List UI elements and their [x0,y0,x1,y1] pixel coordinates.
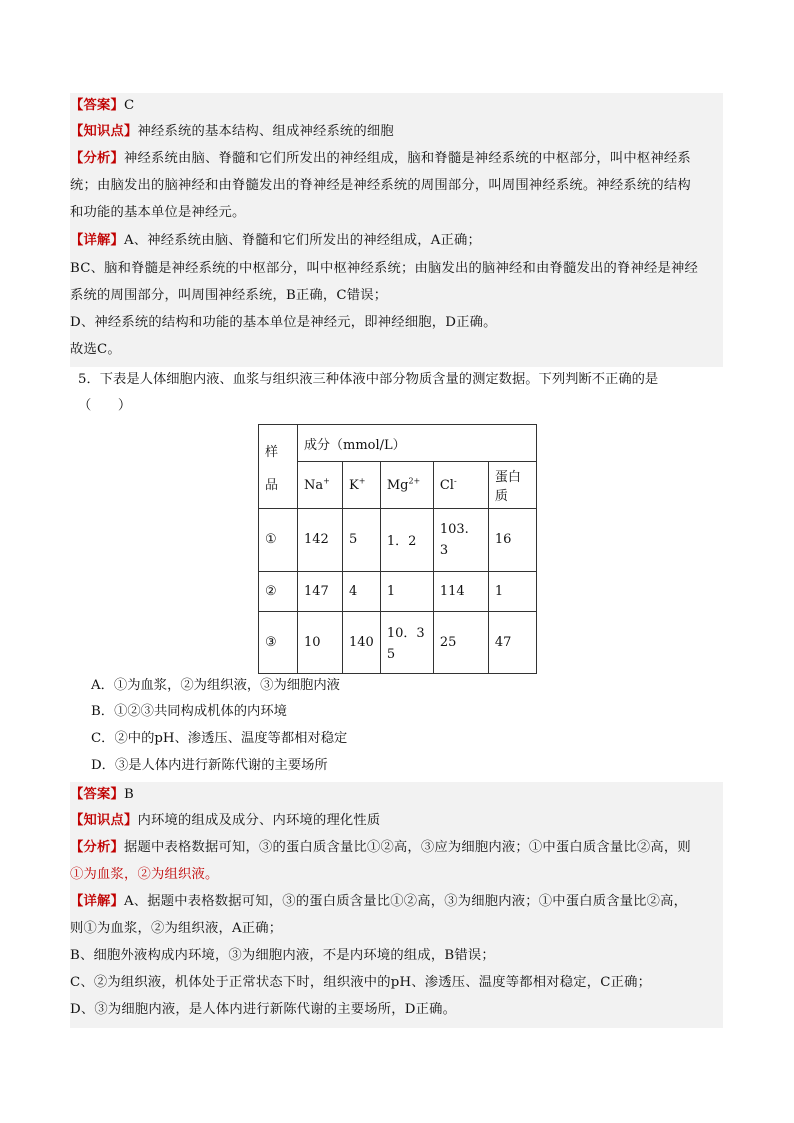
q5-data-table [258,424,537,674]
sample-header [259,425,298,509]
cell-cl: 25 [433,611,488,673]
answer-value: B [124,787,134,802]
q4-analysis-line-2: 统；由脑发出的脑神经和由脊髓发出的脊神经是神经系统的周围部分，叫周围神经系统。神经系统的结构 [70,178,691,193]
cell-mg-line-1: 10．3 [386,626,425,642]
q4-analysis-line-1 [70,146,723,172]
cell-na: 142 [298,509,343,571]
cell-na: 10 [298,611,343,673]
q4-detail-line-1 [70,228,723,254]
q4-analysis-line-3: 和功能的基本单位是神经元。 [70,205,246,220]
cell-cl-line-2: 3 [439,542,449,558]
cell-sample: ③ [259,611,298,673]
cell-sample: ② [259,571,298,611]
analysis-text: 神经系统由脑、脊髓和它们所发出的神经组成，脑和脊髓是神经系统的中枢部分，叫中枢神经系 [124,151,691,166]
q4-answer-line [70,93,723,119]
q5-detail-line-1 [70,889,723,915]
q5-knowledge-point-line [70,808,723,834]
analysis-text: 据题中表格数据可知，③的蛋白质含量比①②高，③应为细胞内液；①中蛋白质含量比②高，则 [124,840,691,855]
cell-cl [433,509,488,571]
cell-protein: 1 [488,571,536,611]
analysis-tag: 【分析】 [70,151,124,166]
q4-knowledge-point-line [70,119,723,145]
col-header-cl: Cl- [433,462,488,509]
option-b: B．①②③共同构成机体的内环境 [91,704,287,719]
answer-tag: 【答案】 [70,98,124,113]
q5-detail-line-4: C、②为组织液，机体处于正常状态下时，组织液中的pH、渗透压、温度等都相对稳定，C正确； [70,975,652,990]
cell-mg: 1 [380,571,433,611]
q5-answer-bracket: （ ） [78,398,132,413]
sample-header-line-2: 品 [265,477,279,493]
component-group-header: 成分（mmol/L） [298,425,537,462]
q4-detail-line-4: D、神经系统的结构和功能的基本单位是神经元，即神经细胞，D正确。 [70,315,497,330]
q5-stem: 5．下表是人体细胞内液、血浆与组织液三种体液中部分物质含量的测定数据。下列判断不正确的是 [78,372,659,387]
cell-mg-line-2: 5 [386,647,396,663]
table-row [259,509,537,571]
q5-detail-line-2: 则①为血浆，②为组织液，A正确； [70,921,283,936]
q5-answer-line [70,782,723,808]
cell-sample: ① [259,509,298,571]
cell-protein: 16 [488,509,536,571]
cell-mg [380,611,433,673]
cell-cl-line-1: 103. [439,521,469,537]
answer-value: C [124,98,135,113]
q4-detail-line-5: 故选C。 [70,342,121,357]
table-row [259,571,537,611]
knowledge-point-text: 神经系统的基本结构、组成神经系统的细胞 [137,124,394,139]
q4-detail-line-2: BC、脑和脊髓是神经系统的中枢部分，叫中枢神经系统；由脑发出的脑神经和由脊髓发出的脊神经是神经 [70,261,698,276]
knowledge-point-tag: 【知识点】 [70,124,138,139]
q4-detail-line-3: 系统的周围部分，叫周围神经系统，B正确，C错误； [70,288,388,303]
detail-tag: 【详解】 [70,894,124,909]
option-d: D．③是人体内进行新陈代谢的主要场所 [91,758,328,773]
cell-na: 147 [298,571,343,611]
knowledge-point-tag: 【知识点】 [70,813,138,828]
detail-tag: 【详解】 [70,233,124,248]
col-header-mg: $Mg^{2+}$ [380,462,433,509]
q5-detail-line-5: D、③为细胞内液，是人体内进行新陈代谢的主要场所，D正确。 [70,1002,457,1017]
knowledge-point-text: 内环境的组成及成分、内环境的理化性质 [137,813,381,828]
sample-header-line-1: 样 [265,444,279,460]
detail-text: A、神经系统由脑、脊髓和它们所发出的神经组成，A正确； [124,233,482,248]
table-row [259,611,537,673]
col-header-na: Na+ [298,462,343,509]
q5-analysis-line-1 [70,835,723,861]
q5-analysis-line-2: ①为血浆，②为组织液。 [70,867,219,882]
cell-mg: 1．2 [380,509,433,571]
q5-detail-line-3: B、细胞外液构成内环境，③为细胞内液，不是内环境的组成，B错误； [70,948,495,963]
cell-k: 4 [343,571,381,611]
answer-tag: 【答案】 [70,787,124,802]
cell-k: 5 [343,509,381,571]
col-header-k: K+ [343,462,381,509]
option-a: A．①为血浆，②为组织液，③为细胞内液 [91,678,340,693]
cell-k: 140 [343,611,381,673]
cell-protein: 47 [488,611,536,673]
col-header-protein: 蛋白质 [488,462,536,509]
analysis-tag: 【分析】 [70,840,124,855]
cell-cl: 114 [433,571,488,611]
option-c: C．②中的pH、渗透压、温度等都相对稳定 [91,731,348,746]
detail-text: A、据题中表格数据可知，③的蛋白质含量比①②高，③为细胞内液；①中蛋白质含量比②高， [124,894,688,909]
